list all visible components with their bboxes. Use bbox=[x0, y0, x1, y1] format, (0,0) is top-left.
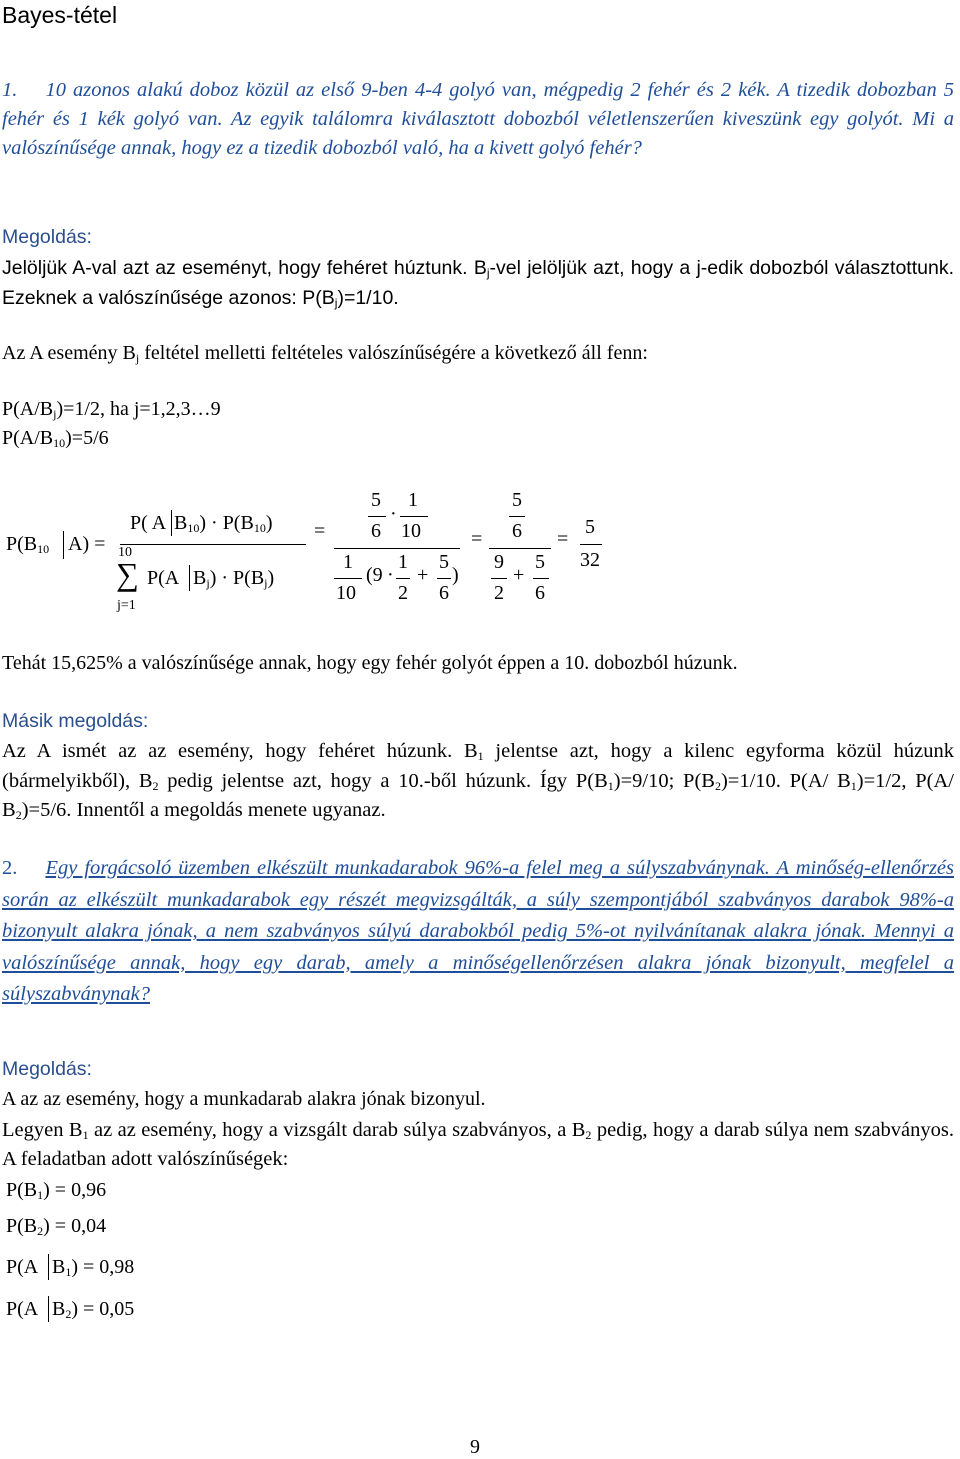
sub-10: 10 bbox=[53, 436, 66, 450]
prob-val: = 0,96 bbox=[54, 1179, 107, 1201]
prob-pre: P( bbox=[6, 1256, 24, 1278]
dot: · bbox=[211, 512, 218, 534]
sub-j: j bbox=[486, 266, 490, 280]
prob-sub: 1 bbox=[37, 1188, 44, 1202]
f-6: 6 bbox=[371, 520, 381, 542]
solution-1-text-c: )=1/10. bbox=[337, 287, 399, 309]
sub-j: j bbox=[53, 407, 57, 421]
den-close: ) bbox=[267, 567, 275, 589]
sum-symbol: ∑ bbox=[116, 556, 139, 592]
f-5: 5 bbox=[535, 551, 545, 573]
result-num: 5 bbox=[585, 516, 595, 538]
dot: · bbox=[221, 567, 229, 589]
sub-j: j bbox=[334, 296, 338, 310]
alt-t6: )=1/2, P(A/ B bbox=[2, 769, 954, 821]
prob-pre: P(B bbox=[6, 1215, 38, 1237]
sub-1: 1 bbox=[850, 778, 857, 793]
alt-t3: pedig jelentse azt, hogy a 10.-ből húzunk. Így P(B bbox=[158, 769, 608, 792]
den-b: B bbox=[193, 567, 207, 589]
given-bar bbox=[63, 531, 64, 559]
f-6: 6 bbox=[535, 582, 545, 604]
given-bar bbox=[48, 1296, 49, 1322]
f-10: 10 bbox=[336, 582, 356, 604]
problem-1-number: 1. bbox=[2, 79, 18, 101]
f-6: 6 bbox=[439, 582, 449, 604]
solution-2-text bbox=[2, 1116, 954, 1174]
plus: + bbox=[513, 564, 525, 586]
open-9: (9 bbox=[366, 564, 383, 586]
eq-sign: = bbox=[314, 520, 326, 542]
main-numerator bbox=[130, 512, 166, 535]
prob-sub: 1 bbox=[65, 1265, 72, 1279]
lhs-b: B bbox=[23, 533, 38, 555]
alt-solution-heading: Másik megoldás: bbox=[2, 710, 149, 732]
given-prob-4 bbox=[6, 1298, 38, 1321]
given-prob-2 bbox=[6, 1215, 106, 1238]
page-number: 9 bbox=[470, 1436, 480, 1458]
eq-sign: = bbox=[557, 528, 569, 550]
f-1: 1 bbox=[408, 489, 418, 511]
f-1: 1 bbox=[398, 551, 408, 573]
given-prob-3 bbox=[6, 1256, 38, 1279]
f-2: 2 bbox=[398, 582, 408, 604]
sub-j: j bbox=[135, 351, 140, 365]
given-prob-4b: $B_2) = 0,05$ bbox=[52, 1298, 135, 1321]
prob-val: = 0,98 bbox=[83, 1256, 135, 1278]
prob-pre: P(B bbox=[6, 1179, 38, 1201]
solution-1-text bbox=[2, 253, 954, 313]
result-den: 32 bbox=[580, 549, 600, 571]
prob-pre: P( bbox=[6, 1298, 24, 1320]
alt-t5: )=1/10. P(A/ B bbox=[720, 769, 851, 792]
den-pb: P(B bbox=[233, 567, 265, 589]
solution-1-text-a: Jelöljük A-val azt az eseményt, hogy fehéret húztunk. B bbox=[2, 257, 487, 279]
frac-bar bbox=[580, 544, 602, 545]
prob-val: = 0,05 bbox=[83, 1298, 135, 1320]
f-5: 5 bbox=[512, 489, 522, 511]
prob-1b: )=1/2, ha j=1,2,3…9 bbox=[56, 398, 221, 420]
formula-lhs-a bbox=[68, 533, 105, 556]
num-pb: P(B bbox=[222, 512, 254, 534]
solution-1-heading: Megoldás: bbox=[2, 226, 92, 248]
num-close: ) bbox=[265, 512, 273, 534]
sol2-a: Legyen B bbox=[2, 1119, 83, 1141]
den-close: ) bbox=[209, 567, 217, 589]
sub-2: 2 bbox=[152, 778, 159, 793]
solution-2-line1: A az az esemény, hogy a munkadarab alakra jónak bizonyul. bbox=[2, 1088, 486, 1110]
alt-solution-text bbox=[2, 737, 954, 826]
sol2-c: pedig, hogy a darab súlya nem szabványos. A feladatban adott valószínűségek: bbox=[2, 1119, 954, 1170]
num-b: B bbox=[174, 512, 188, 534]
problem-2-number: 2. bbox=[2, 857, 18, 879]
lhs-sub: 10 bbox=[37, 542, 50, 556]
main-numerator-b bbox=[174, 512, 272, 535]
alt-t4: )=9/10; P(B bbox=[613, 769, 715, 792]
sub-1: 1 bbox=[477, 749, 484, 763]
frac-bar bbox=[396, 578, 410, 579]
sub-2: 2 bbox=[15, 808, 22, 822]
given-bar bbox=[48, 1254, 49, 1280]
frac-bar-main bbox=[489, 548, 551, 549]
den-p bbox=[147, 567, 179, 590]
alt-t7: )=5/6. Innentől a megoldás menete ugyanaz. bbox=[21, 799, 386, 821]
prob-val: = 0,04 bbox=[54, 1215, 107, 1237]
problem-1-text: 10 azonos alakú doboz közül az első 9-ben 4-4 golyó van, mégpedig 2 fehér és 2 kék. A tizedik dobozban 5 fehér és 1 kék golyó van. Az egyik találomra kiválasztott dobozból véletlenszerűen kiveszünk egy golyót. Mi a valószínűsége annak, hogy ez a tizedik dobozból való, ha a kivett golyó fehér? bbox=[2, 79, 955, 159]
den-sub: j bbox=[206, 576, 210, 590]
prob-sub: 2 bbox=[65, 1307, 72, 1321]
prob-a: A bbox=[23, 1298, 39, 1320]
num-a: A bbox=[151, 512, 167, 534]
prob-post: ) bbox=[71, 1256, 79, 1278]
f-2: 2 bbox=[494, 582, 504, 604]
problem-2 bbox=[2, 853, 954, 1011]
lhs-p: P( bbox=[6, 533, 24, 555]
den-sub: j bbox=[264, 576, 268, 590]
prob-post: ) bbox=[71, 1298, 79, 1320]
close-paren: ) bbox=[452, 564, 459, 586]
condition-a: Az A esemény B bbox=[2, 342, 136, 364]
main-fraction-bar bbox=[120, 544, 306, 545]
prob-sub: 2 bbox=[37, 1224, 44, 1238]
prob-post: ) bbox=[43, 1179, 50, 1201]
sub-1: 1 bbox=[607, 778, 614, 793]
frac-bar bbox=[334, 578, 362, 579]
sub-2: 2 bbox=[714, 778, 721, 793]
prob-a: A bbox=[23, 1256, 39, 1278]
f-9: 9 bbox=[494, 551, 504, 573]
frac-bar bbox=[368, 516, 386, 517]
problem-1 bbox=[2, 76, 954, 163]
conclusion-1: Tehát 15,625% a valószínűsége annak, hogy egy fehér golyót éppen a 10. dobozból húzunk. bbox=[2, 652, 738, 674]
den-rest bbox=[193, 567, 274, 590]
frac-bar-main bbox=[334, 548, 460, 549]
f-5: 5 bbox=[439, 551, 449, 573]
f-5: 5 bbox=[371, 489, 381, 511]
den-p1: P( bbox=[147, 567, 165, 589]
given-prob-1 bbox=[6, 1179, 106, 1202]
num-sub: 10 bbox=[253, 521, 266, 535]
given-bar bbox=[171, 510, 172, 536]
f-1: 1 bbox=[343, 551, 353, 573]
eq-sign: = bbox=[471, 528, 483, 550]
num-close: ) bbox=[199, 512, 207, 534]
f-6: 6 bbox=[512, 520, 522, 542]
num-sub: 10 bbox=[187, 521, 200, 535]
condition-line bbox=[2, 342, 648, 365]
page-title: Bayes-tétel bbox=[2, 2, 118, 28]
plus: + bbox=[417, 564, 429, 586]
sum-bottom: j=1 bbox=[117, 598, 136, 613]
f-10: 10 bbox=[401, 520, 421, 542]
solution-2-heading: Megoldás: bbox=[2, 1058, 92, 1080]
formula-lhs bbox=[6, 533, 49, 556]
problem-2-text: Egy forgácsoló üzemben elkészült munkadarabok 96%-a felel meg a súlyszabványnak. A minőség-ellenőrzés során az elkészült munkadarabok egy részét megvizsgálták, a súly szempontjából szabványos darabok 98%-a bizonyult alakra jónak, a nem szabványos súlyú darabokból pedig 5%-ot nyilvánítanak alakra jónak. Mennyi a valószínűsége annak, hogy egy darab, amely a minőségellenőrzésen alakra jónak bizonyult, megfelel a súlyszabványnak? bbox=[2, 857, 954, 1005]
frac-bar bbox=[509, 516, 525, 517]
lhs-a: A) bbox=[68, 533, 90, 555]
prob-line-1 bbox=[2, 398, 221, 421]
dot: · bbox=[387, 564, 394, 586]
condition-b: feltétel melletti feltételes valószínűségére a következő áll fenn: bbox=[139, 342, 648, 364]
prob-2b: )=5/6 bbox=[65, 427, 109, 449]
sub-1: 1 bbox=[82, 1128, 89, 1142]
given-prob-3b: $B_1) = 0,98$ bbox=[52, 1256, 135, 1279]
dot: · bbox=[390, 503, 397, 525]
prob-post: ) bbox=[43, 1215, 50, 1237]
prob-2a: P(A/B bbox=[2, 427, 54, 449]
prob-1a: P(A/B bbox=[2, 398, 54, 420]
frac-bar bbox=[400, 516, 428, 517]
frac-bar bbox=[491, 578, 507, 579]
frac-bar bbox=[533, 578, 549, 579]
alt-t2: jelentse azt, hogy a kilenc egyforma közül húzunk (bármelyikből), B bbox=[2, 740, 954, 792]
den-a: A bbox=[164, 567, 180, 589]
alt-t1: Az A ismét az az esemény, hogy fehéret húzunk. B bbox=[2, 740, 478, 762]
sum-top: 10 bbox=[118, 545, 132, 560]
num-p: P( bbox=[130, 512, 148, 534]
given-bar bbox=[189, 565, 190, 591]
frac-bar bbox=[437, 578, 451, 579]
eq-sign: = bbox=[94, 533, 106, 555]
sol2-b: az az esemény, hogy a vizsgált darab súlya szabványos, a B bbox=[88, 1119, 586, 1141]
prob-line-2 bbox=[2, 427, 109, 450]
sub-2: 2 bbox=[585, 1128, 592, 1142]
solution-1-text-b: -vel jelöljük azt, hogy a j-edik dobozból választottunk. Ezeknek a valószínűsége azonos: P(B bbox=[2, 257, 954, 309]
